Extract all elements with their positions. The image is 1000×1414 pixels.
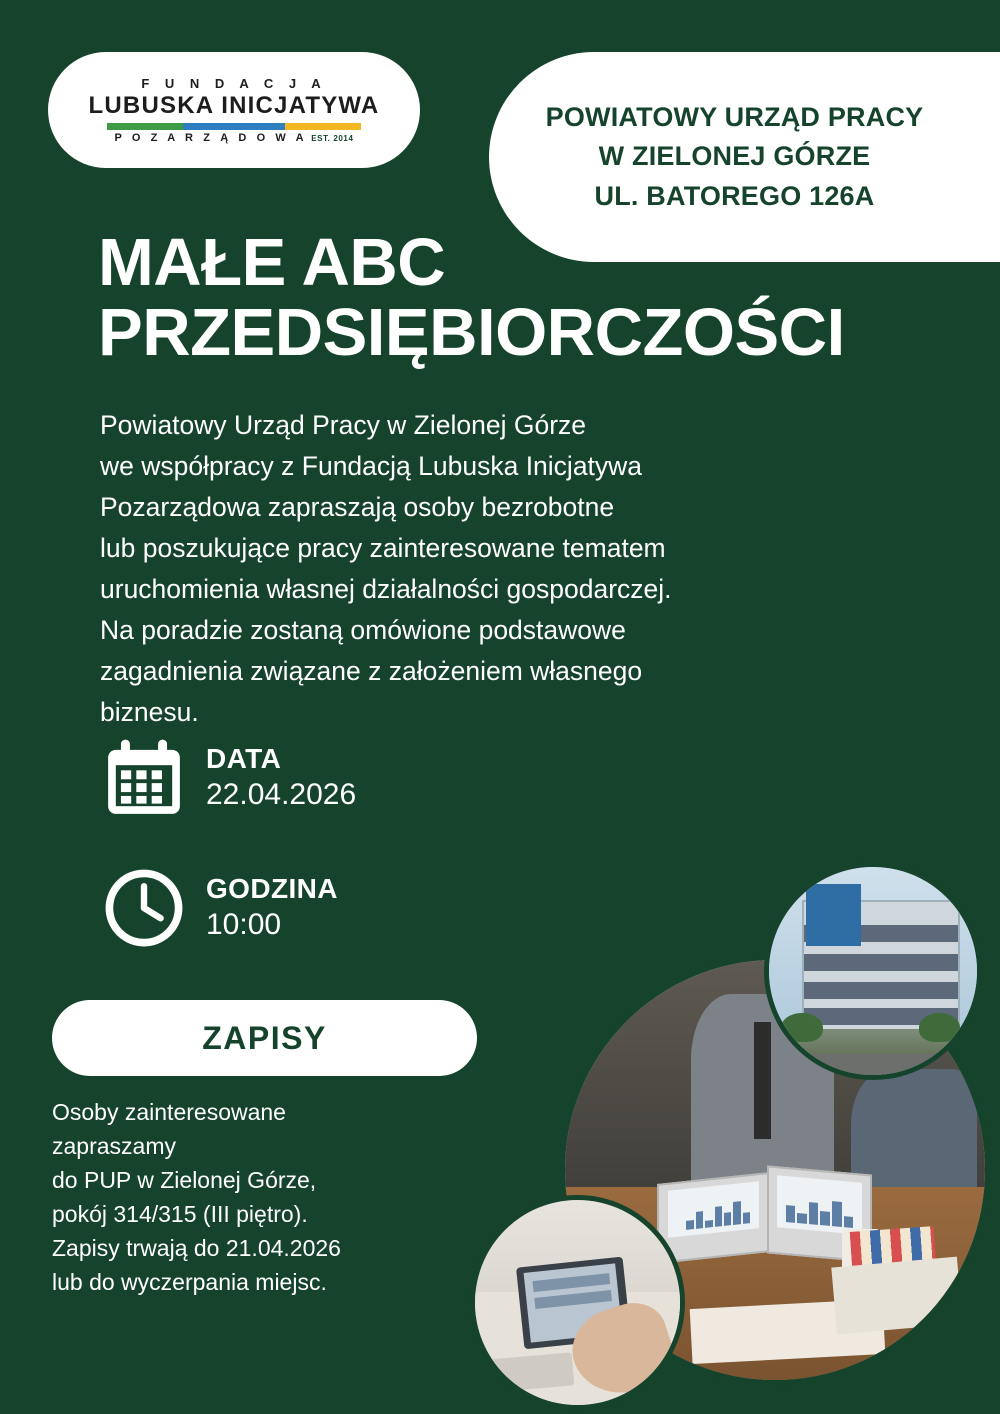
tablet-illustration <box>475 1200 680 1405</box>
event-date-text <box>206 743 356 813</box>
foundation-logo-inner <box>89 77 380 144</box>
foundation-logo <box>48 52 420 168</box>
description-line-7: zagadnienia związane z założeniem własnego <box>100 656 643 687</box>
page-title-line-2: PRZEDSIĘBIORCZOŚCI <box>98 295 845 371</box>
description-line-1: Powiatowy Urząd Pracy w Zielonej Górze <box>100 410 587 440</box>
page-title <box>98 225 918 371</box>
event-time-label: GODZINA <box>206 872 338 904</box>
signup-line-3: do PUP w Zielonej Górze, <box>52 1167 317 1194</box>
office-address-line-2: W ZIELONEJ GÓRZE <box>598 141 871 172</box>
meeting-notebook <box>831 1257 962 1335</box>
office-building-photo <box>764 862 982 1080</box>
building-road <box>769 1054 977 1075</box>
description-line-4: lub poszukujące pracy zainteresowane tematem <box>100 533 666 564</box>
signup-line-2: zapraszamy <box>52 1133 176 1160</box>
signup-line-4: pokój 314/315 (III piętro). <box>52 1201 308 1228</box>
meeting-laptop-right-screen <box>777 1175 862 1235</box>
clock-icon <box>98 862 190 954</box>
event-date-value: 22.04.2026 <box>206 778 357 812</box>
event-date-label: DATA <box>206 742 282 774</box>
event-time-text <box>206 873 338 943</box>
tablet-on-desk-photo <box>470 1195 685 1410</box>
meeting-chart-left <box>677 1199 750 1231</box>
signup-details <box>52 1095 522 1299</box>
description-line-2: we współpracy z Fundacją Lubuska Inicjatywa <box>100 451 643 482</box>
office-address-text <box>546 98 924 215</box>
event-time-row <box>98 862 338 954</box>
building-glass-tower <box>806 884 860 946</box>
signup-line-5: Zapisy trwają do 21.04.2026 <box>52 1235 341 1262</box>
description-line-6: Na poradzie zostaną omówione podstawowe <box>100 615 626 646</box>
description-paragraph <box>100 405 900 734</box>
description-line-3: Pozarządowa zapraszają osoby bezrobotne <box>100 492 615 523</box>
building-window-row-2 <box>804 954 958 971</box>
event-date-row <box>98 732 356 824</box>
building-bush-left <box>781 1013 823 1042</box>
logo-top-line: F U N D A C J A <box>141 75 327 91</box>
logo-established: EST. 2014 <box>311 133 354 143</box>
office-address-line-3: UL. BATOREGO 126A <box>594 180 875 211</box>
description-line-5: uruchomienia własnej działalności gospodarczej. <box>100 574 672 605</box>
description-line-8: biznesu. <box>100 697 199 728</box>
logo-name: LUBUSKA INICJATYWA <box>88 91 380 119</box>
page-title-line-1: MAŁE ABC <box>98 225 446 300</box>
signup-button-label: ZAPISY <box>202 1019 327 1056</box>
meeting-laptop-left-screen <box>668 1182 760 1239</box>
logo-bar-green <box>107 123 183 130</box>
office-address-line-1: POWIATOWY URZĄD PRACY <box>545 102 924 133</box>
logo-color-bars <box>107 123 361 130</box>
signup-button[interactable] <box>52 1000 477 1076</box>
signup-line-6: lub do wyczerpania miejsc. <box>52 1269 327 1296</box>
logo-bar-yellow <box>285 123 361 130</box>
meeting-chart-right <box>785 1195 853 1228</box>
logo-bar-blue <box>183 123 286 130</box>
building-bush-right <box>919 1013 961 1042</box>
building-illustration <box>769 867 977 1075</box>
event-time-value: 10:00 <box>206 908 282 942</box>
signup-line-1: Osoby zainteresowane <box>52 1099 286 1125</box>
building-window-row-3 <box>804 982 958 999</box>
calendar-icon <box>98 732 190 824</box>
logo-subtitle: P O Z A R Z Ą D O W A <box>114 131 308 144</box>
